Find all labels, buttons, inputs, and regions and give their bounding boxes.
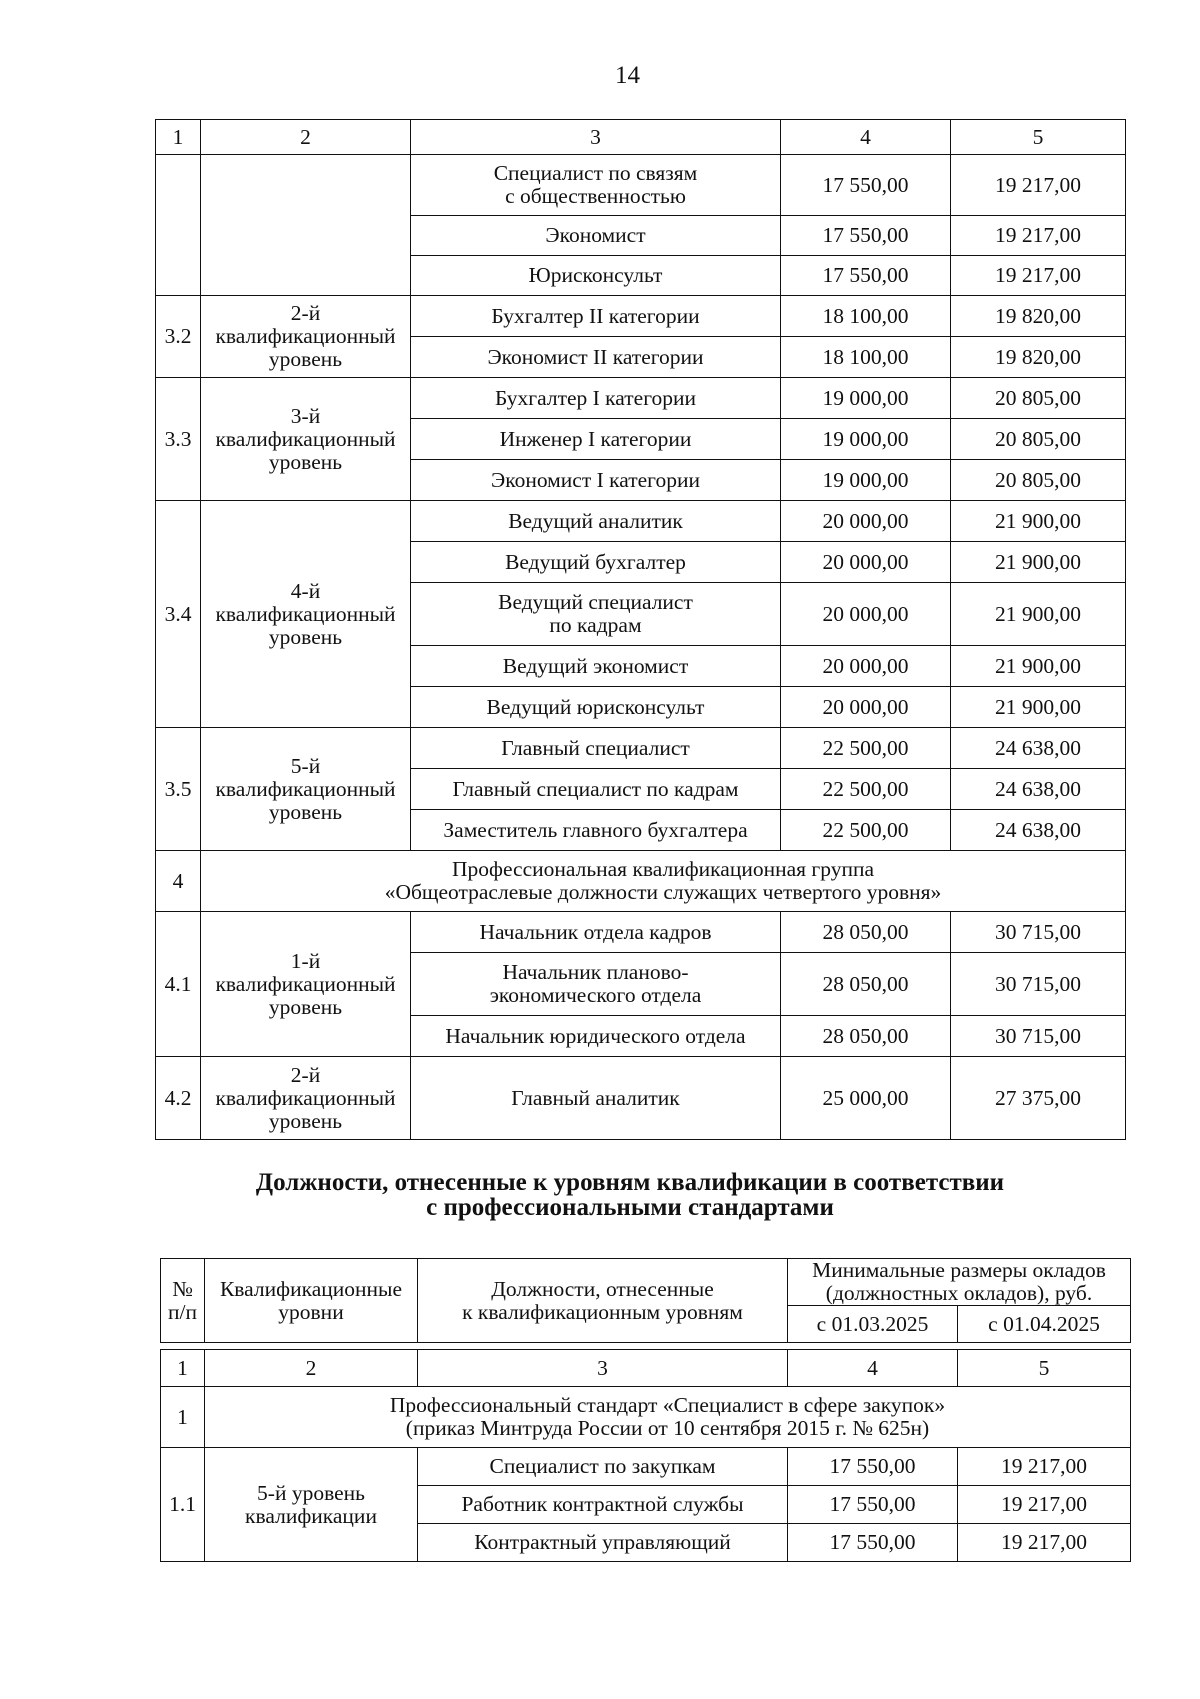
salary-mar-cell: 18 100,00 (781, 337, 951, 378)
level-cell: 5-й уровень квалификации (205, 1448, 418, 1562)
level-cell: 3-й квалификационный уровень (201, 378, 411, 501)
level-cell (201, 155, 411, 296)
table-row (161, 1448, 1131, 1486)
position-cell: Бухгалтер II категории (411, 296, 781, 337)
salary-mar-cell: 20 000,00 (781, 501, 951, 542)
group-header-row (156, 851, 1126, 912)
salary-apr-cell: 21 900,00 (951, 583, 1126, 646)
level-cell: 1-й квалификационный уровень (201, 912, 411, 1057)
column-number-row (156, 120, 1126, 155)
position-cell: Бухгалтер I категории (411, 378, 781, 419)
standard-row (161, 1387, 1131, 1448)
salary-mar-cell: 17 550,00 (788, 1524, 958, 1562)
salary-apr-cell: 21 900,00 (951, 646, 1126, 687)
table-row (156, 728, 1126, 769)
table-head-row (161, 1259, 1131, 1306)
group-title-cell: Профессиональная квалификационная группа «Общеотраслевые должности служащих четвертого уровня» (201, 851, 1126, 912)
column-number-cell: 2 (201, 120, 411, 155)
table-row (156, 912, 1126, 953)
num-cell: 3.2 (156, 296, 201, 378)
salary-apr-cell: 21 900,00 (951, 687, 1126, 728)
column-number-cell: 3 (411, 120, 781, 155)
position-cell: Специалист по закупкам (418, 1448, 788, 1486)
position-cell: Начальник юридического отдела (411, 1016, 781, 1057)
position-cell: Заместитель главного бухгалтера (411, 810, 781, 851)
salary-apr-cell: 24 638,00 (951, 769, 1126, 810)
group-num-cell: 4 (156, 851, 201, 912)
salary-apr-cell: 24 638,00 (951, 728, 1126, 769)
head-separator (161, 1343, 1131, 1350)
head-num-cell: № п/п (161, 1259, 205, 1343)
salary-apr-cell: 19 217,00 (958, 1486, 1131, 1524)
position-cell: Контрактный управляющий (418, 1524, 788, 1562)
salary-apr-cell: 20 805,00 (951, 460, 1126, 501)
salary-mar-cell: 20 000,00 (781, 687, 951, 728)
num-cell: 3.3 (156, 378, 201, 501)
salary-apr-cell: 19 820,00 (951, 296, 1126, 337)
column-number-cell: 5 (958, 1350, 1131, 1387)
column-number-cell: 2 (205, 1350, 418, 1387)
table-row (156, 155, 1126, 216)
separator-cell (788, 1343, 958, 1350)
page-number: 14 (615, 62, 640, 89)
salary-mar-cell: 20 000,00 (781, 583, 951, 646)
position-cell: Главный специалист по кадрам (411, 769, 781, 810)
position-cell: Экономист (411, 216, 781, 256)
column-number-cell: 3 (418, 1350, 788, 1387)
salary-mar-cell: 19 000,00 (781, 460, 951, 501)
salary-mar-cell: 19 000,00 (781, 419, 951, 460)
salary-apr-cell: 24 638,00 (951, 810, 1126, 851)
position-cell: Главный специалист (411, 728, 781, 769)
salary-apr-cell: 30 715,00 (951, 1016, 1126, 1057)
salary-mar-cell: 17 550,00 (781, 216, 951, 256)
salary-apr-cell: 20 805,00 (951, 378, 1126, 419)
column-number-cell: 1 (156, 120, 201, 155)
column-number-cell: 5 (951, 120, 1126, 155)
salary-mar-cell: 17 550,00 (781, 155, 951, 216)
separator-cell (161, 1343, 205, 1350)
salary-mar-cell: 18 100,00 (781, 296, 951, 337)
level-cell: 4-й квалификационный уровень (201, 501, 411, 728)
position-cell: Главный аналитик (411, 1057, 781, 1140)
head-date-cell: с 01.04.2025 (958, 1306, 1131, 1343)
salary-mar-cell: 25 000,00 (781, 1057, 951, 1140)
position-cell: Начальник отдела кадров (411, 912, 781, 953)
standard-title-cell: Профессиональный стандарт «Специалист в сфере закупок» (приказ Минтруда России от 10 сентября 2015 г. № 625н) (205, 1387, 1131, 1448)
num-cell: 3.4 (156, 501, 201, 728)
salary-mar-cell: 22 500,00 (781, 728, 951, 769)
position-cell: Экономист I категории (411, 460, 781, 501)
level-cell: 5-й квалификационный уровень (201, 728, 411, 851)
salary-apr-cell: 21 900,00 (951, 501, 1126, 542)
table-row (156, 1057, 1126, 1140)
head-salary-cell: Минимальные размеры окладов (должностных окладов), руб. (788, 1259, 1131, 1306)
num-cell: 4.1 (156, 912, 201, 1057)
head-level-cell: Квалификационные уровни (205, 1259, 418, 1343)
position-cell: Экономист II категории (411, 337, 781, 378)
position-cell: Работник контрактной службы (418, 1486, 788, 1524)
salary-mar-cell: 28 050,00 (781, 912, 951, 953)
table-row (156, 378, 1126, 419)
salary-mar-cell: 28 050,00 (781, 953, 951, 1016)
salary-apr-cell: 19 217,00 (951, 216, 1126, 256)
position-cell: Юрисконсульт (411, 256, 781, 296)
num-cell: 1.1 (161, 1448, 205, 1562)
salary-mar-cell: 17 550,00 (788, 1448, 958, 1486)
salary-apr-cell: 19 217,00 (951, 256, 1126, 296)
num-cell: 3.5 (156, 728, 201, 851)
level-cell: 2-й квалификационный уровень (201, 296, 411, 378)
position-cell: Специалист по связям с общественностью (411, 155, 781, 216)
separator-cell (205, 1343, 418, 1350)
position-cell: Ведущий юрисконсульт (411, 687, 781, 728)
salary-mar-cell: 22 500,00 (781, 769, 951, 810)
table-row (156, 501, 1126, 542)
level-cell: 2-й квалификационный уровень (201, 1057, 411, 1140)
num-cell (156, 155, 201, 296)
salary-mar-cell: 28 050,00 (781, 1016, 951, 1057)
salary-apr-cell: 19 217,00 (958, 1524, 1131, 1562)
salary-mar-cell: 17 550,00 (788, 1486, 958, 1524)
head-position-cell: Должности, отнесенные к квалификационным уровням (418, 1259, 788, 1343)
salary-mar-cell: 20 000,00 (781, 542, 951, 583)
salary-apr-cell: 21 900,00 (951, 542, 1126, 583)
separator-cell (958, 1343, 1131, 1350)
salary-apr-cell: 19 217,00 (958, 1448, 1131, 1486)
salary-table-prof-standards (160, 1258, 1131, 1562)
num-cell: 4.2 (156, 1057, 201, 1140)
section-heading: Должности, отнесенные к уровням квалификации в соответствии с профессиональными стандартами (255, 1169, 1005, 1221)
salary-mar-cell: 19 000,00 (781, 378, 951, 419)
salary-mar-cell: 22 500,00 (781, 810, 951, 851)
column-number-cell: 1 (161, 1350, 205, 1387)
position-cell: Инженер I категории (411, 419, 781, 460)
salary-mar-cell: 20 000,00 (781, 646, 951, 687)
salary-table-pkg3-4 (155, 119, 1126, 1140)
salary-apr-cell: 19 820,00 (951, 337, 1126, 378)
column-number-cell: 4 (781, 120, 951, 155)
salary-apr-cell: 19 217,00 (951, 155, 1126, 216)
salary-apr-cell: 30 715,00 (951, 953, 1126, 1016)
position-cell: Ведущий бухгалтер (411, 542, 781, 583)
head-date-cell: с 01.03.2025 (788, 1306, 958, 1343)
salary-apr-cell: 30 715,00 (951, 912, 1126, 953)
salary-mar-cell: 17 550,00 (781, 256, 951, 296)
table-row (156, 296, 1126, 337)
salary-apr-cell: 27 375,00 (951, 1057, 1126, 1140)
position-cell: Ведущий экономист (411, 646, 781, 687)
position-cell: Ведущий аналитик (411, 501, 781, 542)
column-number-cell: 4 (788, 1350, 958, 1387)
salary-apr-cell: 20 805,00 (951, 419, 1126, 460)
column-number-row (161, 1350, 1131, 1387)
standard-num-cell: 1 (161, 1387, 205, 1448)
position-cell: Начальник планово- экономического отдела (411, 953, 781, 1016)
position-cell: Ведущий специалист по кадрам (411, 583, 781, 646)
separator-cell (418, 1343, 788, 1350)
